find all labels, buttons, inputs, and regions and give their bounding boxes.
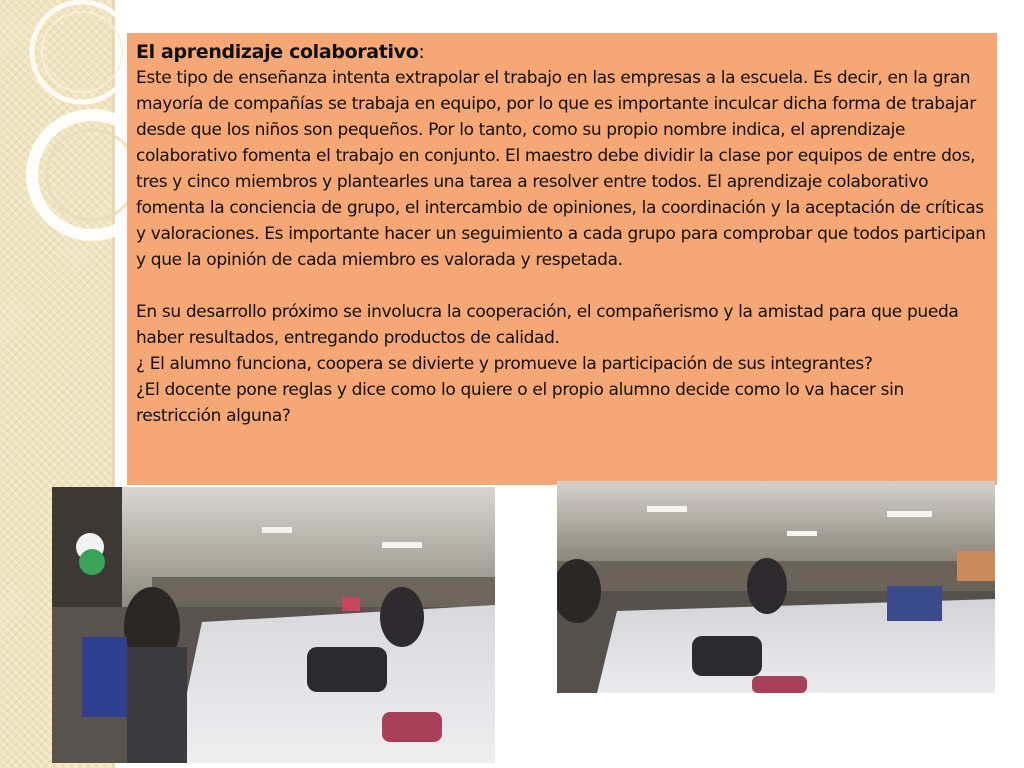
paragraph-spacer xyxy=(136,273,989,299)
classroom-photo-1 xyxy=(52,487,495,763)
paragraph-development: En su desarrollo próximo se involucra la cooperación, el compañerismo y la amistad para que pueda haber resultados, entregando productos de calidad. xyxy=(136,302,959,348)
paragraph-intro: Este tipo de enseñanza intenta extrapolar el trabajo en las empresas a la escuela. Es decir, en la gran mayoría de compañías se trabaja en equipo, por lo que es importante inculcar dicha forma de trabajar desde que los niños son pequeños. Por lo tanto, como su propio nombre indica, el aprendizaje colaborativo fomenta el trabajo en conjunto. El maestro debe dividir la clase por equipos de entre dos, tres y cinco miembros y plantearles una tarea a resolver entre todos. El aprendizaje colaborativo fomenta la conciencia de grupo, el intercambio de opiniones, la coordinación y la aceptación de críticas y valoraciones. Es importante hacer un seguimiento a cada grupo para comprobar que todos participan y que la opinión de cada miembro es valorada y respetada. xyxy=(136,68,986,270)
slide-title xyxy=(136,39,989,65)
question-teacher: ¿El docente pone reglas y dice como lo quiere o el propio alumno decide como lo va hacer sin restricción alguna? xyxy=(136,380,904,426)
question-student: ¿ El alumno funciona, coopera se divierte y promueve la participación de sus integrantes? xyxy=(136,354,873,374)
slide-title-text: El aprendizaje colaborativo xyxy=(136,41,419,63)
decorative-rings xyxy=(0,0,130,260)
content-text-box xyxy=(127,33,997,485)
slide-title-colon: : xyxy=(418,41,425,63)
classroom-photo-2 xyxy=(557,481,995,693)
